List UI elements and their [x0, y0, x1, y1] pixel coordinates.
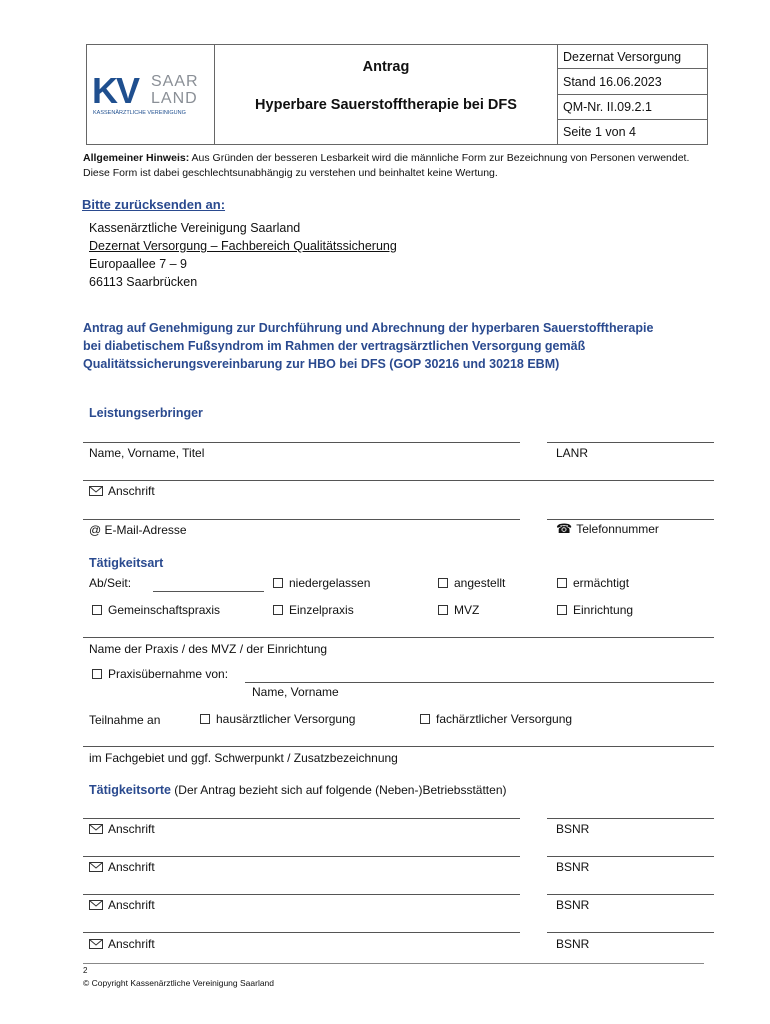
- ort-2-bsnr-line[interactable]: [547, 856, 714, 857]
- envelope-icon: [89, 900, 103, 910]
- logo-kv-text: KV: [92, 70, 139, 111]
- meta-stand: Stand 16.06.2023: [558, 69, 708, 95]
- return-line-1: Kassenärztliche Vereinigung Saarland: [89, 221, 301, 235]
- checkbox-label: hausärztlicher Versorgung: [216, 712, 356, 726]
- ort-3-anschrift: [89, 898, 155, 912]
- section-taetigkeitsorte: [89, 783, 506, 797]
- footnote-number: 2: [83, 966, 88, 975]
- ort-4-anschrift: [89, 937, 155, 951]
- checkbox-angestellt[interactable]: [438, 576, 505, 590]
- anschrift-field: [89, 484, 155, 498]
- meta-dezernat: Dezernat Versorgung: [558, 45, 708, 69]
- meta-qm-nr: QM-Nr. II.09.2.1: [558, 95, 708, 120]
- praxisname-label: Name der Praxis / des MVZ / der Einrichtung: [89, 642, 328, 656]
- copyright-text: © Copyright Kassenärztliche Vereinigung Saarland: [83, 978, 275, 988]
- checkbox-box[interactable]: [200, 714, 210, 724]
- ort-anschrift-label: Anschrift: [108, 822, 155, 836]
- phone-input-line[interactable]: [547, 519, 714, 520]
- ort-3-bsnr-line[interactable]: [547, 894, 714, 895]
- section-taetigkeitsart: Tätigkeitsart: [89, 556, 164, 570]
- checkbox-mvz[interactable]: [438, 603, 479, 617]
- checkbox-label: Einrichtung: [573, 603, 634, 617]
- return-line-4: 66113 Saarbrücken: [89, 275, 198, 289]
- header-table: [86, 44, 708, 145]
- ort-2-anschrift: [89, 860, 155, 874]
- checkbox-box[interactable]: [420, 714, 430, 724]
- abseit-label: Ab/Seit:: [89, 576, 132, 590]
- kv-logo: [87, 46, 214, 143]
- checkbox-box[interactable]: [557, 605, 567, 615]
- uebernahme-input-line[interactable]: [245, 682, 714, 683]
- notice-label: Allgemeiner Hinweis:: [83, 152, 190, 164]
- phone-field: [556, 521, 659, 537]
- title-cell: [215, 45, 558, 145]
- ort-1-anschrift-line[interactable]: [83, 818, 520, 819]
- checkbox-ermaechtigt[interactable]: [557, 576, 629, 590]
- envelope-icon: [89, 824, 103, 834]
- orte-heading: Tätigkeitsorte: [89, 783, 171, 797]
- phone-label: Telefonnummer: [576, 522, 659, 536]
- ort-anschrift-label: Anschrift: [108, 860, 155, 874]
- ort-2-bsnr: BSNR: [556, 860, 590, 874]
- ort-3-anschrift-line[interactable]: [83, 894, 520, 895]
- abseit-input-line[interactable]: [153, 591, 264, 592]
- checkbox-box[interactable]: [438, 605, 448, 615]
- checkbox-gemeinschaftspraxis[interactable]: [92, 603, 220, 617]
- checkbox-label: Einzelpraxis: [289, 603, 354, 617]
- ort-1-anschrift: [89, 822, 155, 836]
- footer-rule: [83, 963, 704, 964]
- general-notice: [83, 151, 703, 181]
- fachgebiet-input-line[interactable]: [83, 746, 714, 747]
- ort-3-bsnr: BSNR: [556, 898, 590, 912]
- return-line-2: Dezernat Versorgung – Fachbereich Qualitätssicherung: [89, 239, 397, 253]
- return-line-3: Europaallee 7 – 9: [89, 257, 187, 271]
- telephone-icon: ☎: [556, 521, 573, 536]
- checkbox-box[interactable]: [273, 578, 283, 588]
- logo-subtitle: KASSENÄRZTLICHE VEREINIGUNG: [93, 110, 186, 116]
- fachgebiet-label: im Fachgebiet und ggf. Schwerpunkt / Zusatzbezeichnung: [89, 751, 398, 765]
- notice-text: Aus Gründen der besseren Lesbarkeit wird die männliche Form zur Bezeichnung von Personen verwendet. Diese Form ist dabei geschlechtsunabhängig zu verstehen und beinhaltet keine Wertung.: [83, 152, 690, 179]
- name-input-line[interactable]: [83, 442, 520, 443]
- checkbox-fachaerztlich[interactable]: [420, 712, 572, 726]
- uebernahme-sublabel: Name, Vorname: [252, 685, 339, 699]
- anschrift-label: Anschrift: [108, 484, 155, 498]
- ort-anschrift-label: Anschrift: [108, 898, 155, 912]
- checkbox-box[interactable]: [438, 578, 448, 588]
- email-label: @ E-Mail-Adresse: [89, 523, 187, 537]
- checkbox-box[interactable]: [92, 605, 102, 615]
- checkbox-label: MVZ: [454, 603, 480, 617]
- intro-line-3: Qualitätssicherungsvereinbarung zur HBO bei DFS (GOP 30216 und 30218 EBM): [83, 357, 560, 371]
- lanr-label: LANR: [556, 446, 589, 460]
- ort-4-bsnr-line[interactable]: [547, 932, 714, 933]
- checkbox-label: angestellt: [454, 576, 506, 590]
- section-leistungserbringer: Leistungserbringer: [89, 406, 203, 420]
- form-title: Antrag: [362, 59, 410, 75]
- envelope-icon: [89, 486, 103, 496]
- checkbox-box[interactable]: [273, 605, 283, 615]
- ort-4-bsnr: BSNR: [556, 937, 590, 951]
- ort-2-anschrift-line[interactable]: [83, 856, 520, 857]
- checkbox-label: fachärztlicher Versorgung: [436, 712, 573, 726]
- application-intro: [83, 319, 653, 373]
- orte-heading-note: (Der Antrag bezieht sich auf folgende (Neben-)Betriebsstätten): [170, 783, 507, 797]
- praxisname-input-line[interactable]: [83, 637, 714, 638]
- ort-1-bsnr-line[interactable]: [547, 818, 714, 819]
- checkbox-praxisuebernahme[interactable]: [92, 667, 228, 681]
- form-subtitle: Hyperbare Sauerstofftherapie bei DFS: [255, 97, 517, 113]
- checkbox-einzelpraxis[interactable]: [273, 603, 354, 617]
- checkbox-label: ermächtigt: [573, 576, 630, 590]
- checkbox-label: Praxisübernahme von:: [108, 667, 229, 681]
- teilnahme-label: Teilnahme an: [89, 713, 161, 727]
- checkbox-niedergelassen[interactable]: [273, 576, 370, 590]
- name-label: Name, Vorname, Titel: [89, 446, 205, 460]
- envelope-icon: [89, 939, 103, 949]
- anschrift-input-line[interactable]: [83, 480, 714, 481]
- ort-4-anschrift-line[interactable]: [83, 932, 520, 933]
- lanr-input-line[interactable]: [547, 442, 714, 443]
- checkbox-einrichtung[interactable]: [557, 603, 633, 617]
- checkbox-hausaerztlich[interactable]: [200, 712, 355, 726]
- checkbox-label: Gemeinschaftspraxis: [108, 603, 221, 617]
- ort-1-bsnr: BSNR: [556, 822, 590, 836]
- logo-cell: [87, 45, 215, 145]
- logo-land-text: LAND: [151, 90, 198, 107]
- ort-anschrift-label: Anschrift: [108, 937, 155, 951]
- meta-seite: Seite 1 von 4: [558, 120, 708, 145]
- logo-saar-text: SAAR: [151, 73, 199, 90]
- checkbox-box[interactable]: [557, 578, 567, 588]
- envelope-icon: [89, 862, 103, 872]
- email-input-line[interactable]: [83, 519, 520, 520]
- intro-line-1: Antrag auf Genehmigung zur Durchführung und Abrechnung der hyperbaren Sauerstofftherapie: [83, 321, 654, 335]
- intro-line-2: bei diabetischem Fußsyndrom im Rahmen der vertragsärztlichen Versorgung gemäß: [83, 339, 586, 353]
- checkbox-label: niedergelassen: [289, 576, 371, 590]
- return-heading: Bitte zurücksenden an:: [82, 197, 226, 212]
- checkbox-box[interactable]: [92, 669, 102, 679]
